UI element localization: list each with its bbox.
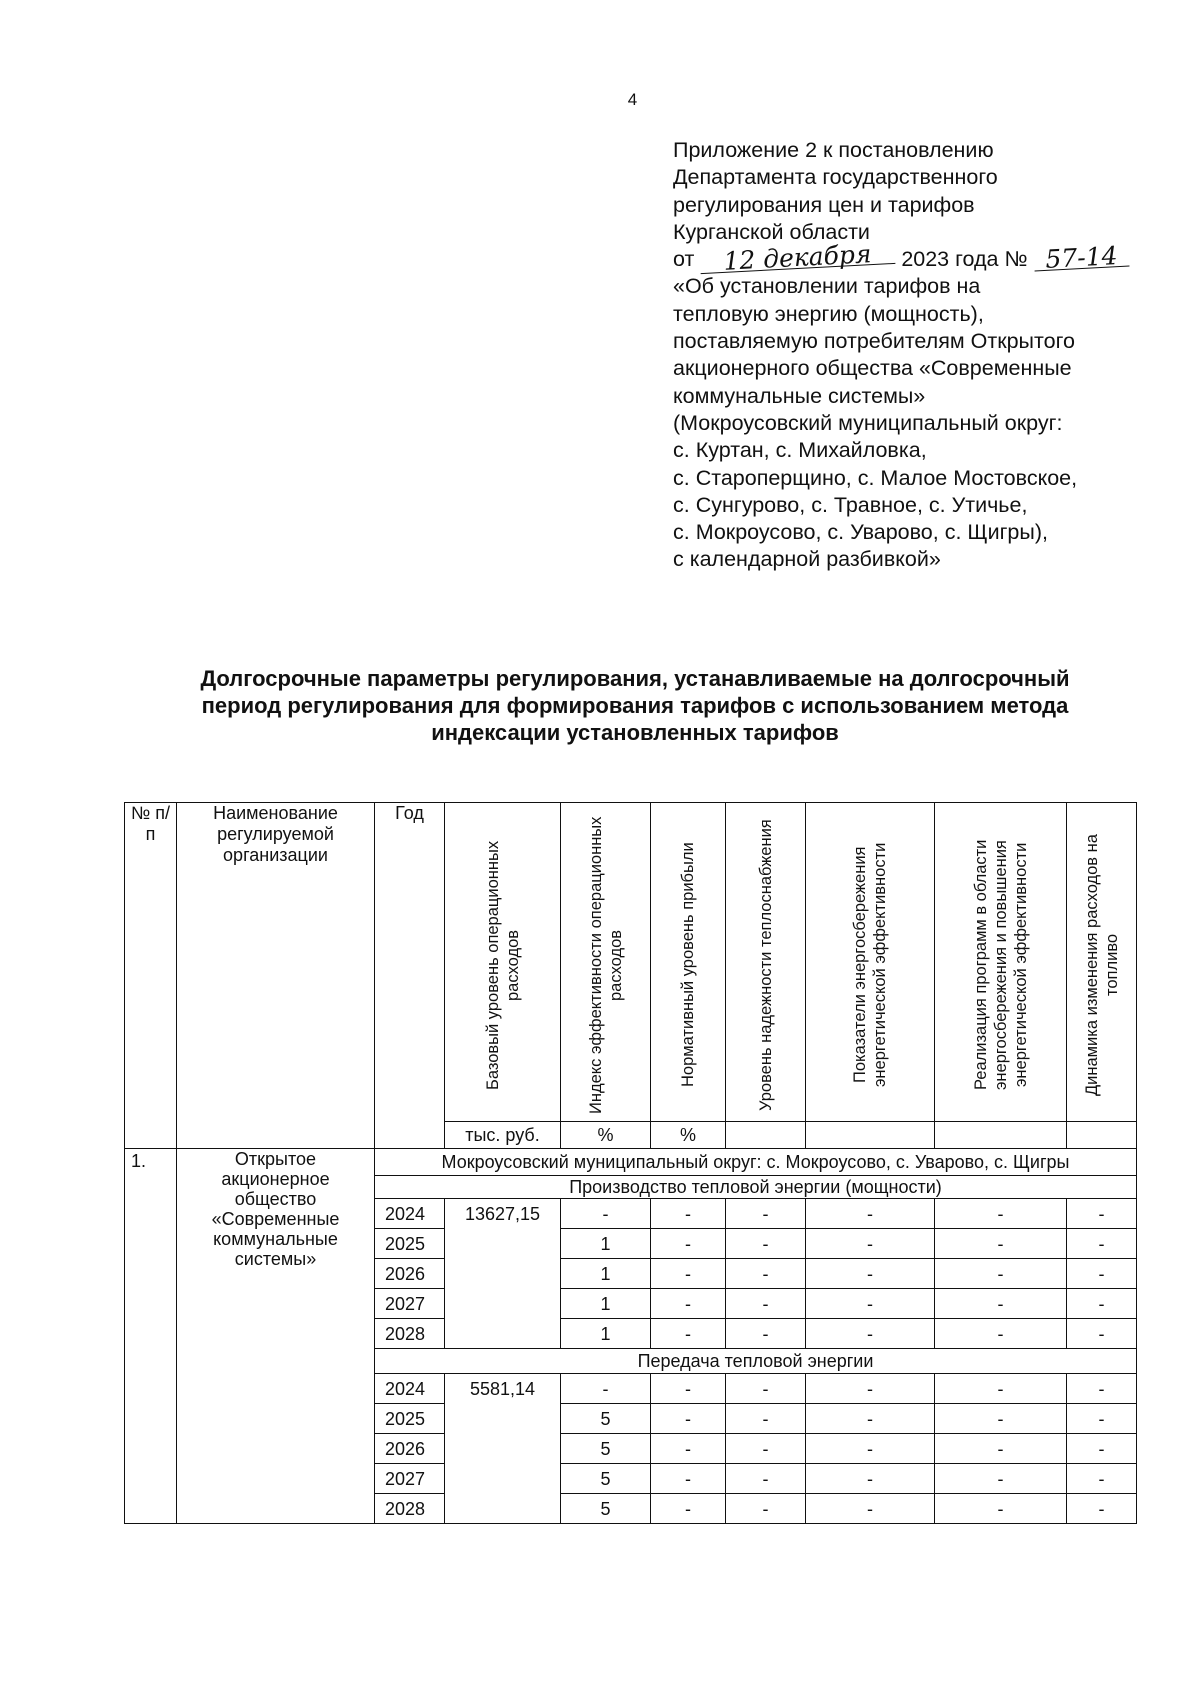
cell-reliability: - — [726, 1259, 806, 1289]
cell-energy-saving: - — [806, 1434, 935, 1464]
appendix-line: акционерного общества «Современные — [673, 356, 1072, 381]
organization-name: Открытое акционерное общество «Современные коммунальные системы» — [177, 1149, 375, 1524]
appendix-line: Приложение 2 к постановлению — [673, 138, 994, 162]
appendix-line: Департамента государственного — [673, 165, 998, 190]
cell-energy-saving: - — [806, 1199, 935, 1229]
cell-fuel: - — [1067, 1374, 1137, 1404]
cell-energy-saving: - — [806, 1494, 935, 1524]
appendix-line: Курганской области — [673, 219, 870, 244]
handwritten-number: 57-14 — [1033, 246, 1129, 272]
cell-year: 2025 — [375, 1404, 445, 1434]
cell-reliability: - — [726, 1199, 806, 1229]
header-profit: Нормативный уровень прибыли — [651, 803, 726, 1122]
cell-fuel: - — [1067, 1229, 1137, 1259]
cell-index: - — [561, 1199, 651, 1229]
appendix-line: с. Сунгурово, с. Травное, с. Утичье, — [673, 492, 1028, 517]
cell-year: 2026 — [375, 1434, 445, 1464]
cell-year: 2026 — [375, 1259, 445, 1289]
cell-programs: - — [935, 1434, 1067, 1464]
header-org: Наименование регулируемой организации — [177, 803, 375, 1149]
cell-year: 2024 — [375, 1199, 445, 1229]
title-line: период регулирования для формирования тарифов с использованием метода — [201, 693, 1069, 718]
cell-programs: - — [935, 1494, 1067, 1524]
header-energy-saving: Показатели энергосбережения энергетической эффективности — [806, 803, 935, 1122]
cell-fuel: - — [1067, 1494, 1137, 1524]
row-number: 1. — [125, 1149, 177, 1524]
cell-programs: - — [935, 1404, 1067, 1434]
cell-fuel: - — [1067, 1319, 1137, 1349]
unit-profit: % — [651, 1122, 726, 1149]
cell-profit: - — [651, 1229, 726, 1259]
appendix-line: с календарной разбивкой» — [673, 547, 941, 572]
page-number: 4 — [627, 90, 638, 109]
cell-index: 5 — [561, 1404, 651, 1434]
cell-year: 2027 — [375, 1464, 445, 1494]
cell-energy-saving: - — [806, 1319, 935, 1349]
cell-programs: - — [935, 1259, 1067, 1289]
cell-programs: - — [935, 1229, 1067, 1259]
header-year: Год — [375, 803, 445, 1149]
cell-profit: - — [651, 1404, 726, 1434]
cell-reliability: - — [726, 1374, 806, 1404]
cell-profit: - — [651, 1464, 726, 1494]
appendix-line: «Об установлении тарифов на — [673, 274, 981, 299]
cell-index: 5 — [561, 1434, 651, 1464]
cell-index: 1 — [561, 1259, 651, 1289]
cell-year: 2024 — [375, 1374, 445, 1404]
cell-year: 2027 — [375, 1289, 445, 1319]
section-label-transfer: Передача тепловой энергии — [375, 1349, 1137, 1374]
district-label: Мокроусовский муниципальный округ: с. Мокроусово, с. Уварово, с. Щигры — [375, 1149, 1137, 1176]
document-title — [120, 665, 1150, 746]
title-line: Долгосрочные параметры регулирования, устанавливаемые на долгосрочный — [200, 666, 1070, 691]
cell-energy-saving: - — [806, 1259, 935, 1289]
cell-reliability: - — [726, 1229, 806, 1259]
header-row — [125, 803, 1137, 1122]
appendix-block — [673, 137, 1173, 574]
cell-reliability: - — [726, 1319, 806, 1349]
cell-reliability: - — [726, 1464, 806, 1494]
cell-index: 1 — [561, 1319, 651, 1349]
cell-fuel: - — [1067, 1464, 1137, 1494]
appendix-line: с. Староперщино, с. Малое Мостовское, — [673, 465, 1078, 490]
unit-index: % — [561, 1122, 651, 1149]
section-label-production: Производство тепловой энергии (мощности) — [375, 1176, 1137, 1199]
cell-reliability: - — [726, 1434, 806, 1464]
cell-energy-saving: - — [806, 1229, 935, 1259]
cell-fuel: - — [1067, 1289, 1137, 1319]
handwritten-date: 12 декабря — [700, 243, 896, 274]
cell-base-production: 13627,15 — [445, 1199, 561, 1349]
header-programs: Реализация программ в области энергосбережения и повышения энергетической эффективности — [935, 803, 1067, 1122]
cell-year: 2028 — [375, 1494, 445, 1524]
cell-profit: - — [651, 1199, 726, 1229]
cell-reliability: - — [726, 1494, 806, 1524]
cell-index: 1 — [561, 1289, 651, 1319]
appendix-line: (Мокроусовский муниципальный округ: — [673, 410, 1063, 435]
cell-index: 5 — [561, 1464, 651, 1494]
cell-base-transfer: 5581,14 — [445, 1374, 561, 1524]
cell-profit: - — [651, 1494, 726, 1524]
cell-year: 2028 — [375, 1319, 445, 1349]
header-index: Индекс эффективности операционных расходов — [561, 803, 651, 1122]
header-num: № п/п — [125, 803, 177, 1149]
cell-energy-saving: - — [806, 1464, 935, 1494]
cell-profit: - — [651, 1374, 726, 1404]
appendix-line: поставляемую потребителям Открытого — [673, 329, 1075, 354]
cell-programs: - — [935, 1289, 1067, 1319]
district-row — [125, 1149, 1137, 1176]
cell-fuel: - — [1067, 1199, 1137, 1229]
parameters-table — [124, 802, 1137, 1524]
cell-profit: - — [651, 1434, 726, 1464]
date-prefix: от — [673, 247, 695, 272]
cell-profit: - — [651, 1259, 726, 1289]
cell-index: - — [561, 1374, 651, 1404]
appendix-line: с. Куртан, с. Михайловка, — [673, 438, 927, 463]
appendix-line: регулирования цен и тарифов — [673, 192, 975, 217]
cell-profit: - — [651, 1319, 726, 1349]
cell-energy-saving: - — [806, 1404, 935, 1434]
cell-index: 5 — [561, 1494, 651, 1524]
cell-programs: - — [935, 1199, 1067, 1229]
appendix-line: с. Мокроусово, с. Уварово, с. Щигры), — [673, 520, 1048, 545]
cell-index: 1 — [561, 1229, 651, 1259]
cell-fuel: - — [1067, 1404, 1137, 1434]
cell-reliability: - — [726, 1289, 806, 1319]
cell-fuel: - — [1067, 1434, 1137, 1464]
appendix-line: коммунальные системы» — [673, 383, 926, 408]
cell-energy-saving: - — [806, 1289, 935, 1319]
cell-programs: - — [935, 1319, 1067, 1349]
cell-programs: - — [935, 1374, 1067, 1404]
header-reliability: Уровень надежности теплоснабжения — [726, 803, 806, 1122]
cell-year: 2025 — [375, 1229, 445, 1259]
appendix-line: тепловую энергию (мощность), — [673, 301, 984, 326]
date-year: 2023 года № — [901, 247, 1028, 272]
unit-base: тыс. руб. — [445, 1122, 561, 1149]
appendix-date-line — [673, 239, 1173, 277]
cell-reliability: - — [726, 1404, 806, 1434]
title-line: индексации установленных тарифов — [431, 720, 839, 745]
cell-energy-saving: - — [806, 1374, 935, 1404]
header-fuel: Динамика изменения расходов на топливо — [1067, 803, 1137, 1122]
cell-fuel: - — [1067, 1259, 1137, 1289]
cell-profit: - — [651, 1289, 726, 1319]
cell-programs: - — [935, 1464, 1067, 1494]
header-base: Базовый уровень операционных расходов — [445, 803, 561, 1122]
